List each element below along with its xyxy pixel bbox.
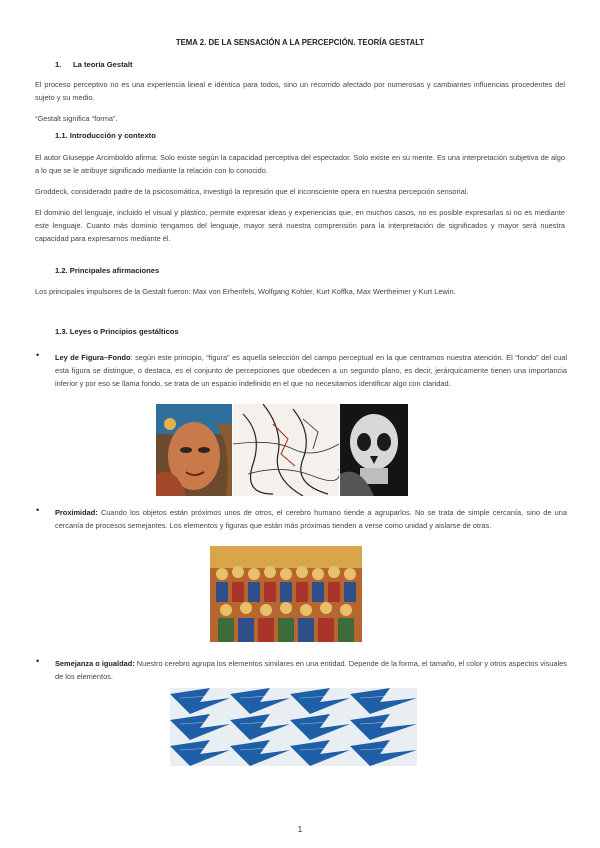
subsection-1-3-heading: 1.3. Leyes o Principios gestálticos <box>55 327 179 336</box>
law-figure-ground-label: Ley de Figura–Fondo <box>55 353 131 362</box>
paragraph-5: El dominio del lenguaje, incluido el visual y plástico, permite expresar ideas y experiencias que, en muchos casos, no es posible expresarlas si no es mediante este lenguaje. Cuanto más dominio tengamos del lenguaje, mayor será nuestra comprensión para la interpretación de significados y mayor será nuestra capacidad para expresarnos mediante él. <box>35 208 565 243</box>
escher-tessellation-image <box>170 688 417 766</box>
line-drawing-faces-image <box>233 404 339 496</box>
document-title: TEMA 2. DE LA SENSACIÓN A LA PERCEPCIÓN. TEORÍA GESTALT <box>175 38 425 47</box>
section-1-heading: La teoría Gestalt <box>73 60 133 69</box>
law-similarity-text: Nuestro cerebro agrupa los elementos similares en una entidad. Depende de la forma, el tamaño, el color y otros aspectos visuales de los elementos. <box>55 659 567 681</box>
law-figure-ground-text: : según este principio, “figura” es aquella selección del campo perceptual en la que centramos nuestra atención. El “fondo” del cual esta figura se distingue, o destaca, es el conjunto de percepciones que obedecen a un segundo plano, es decir, jerárquicamente tienen una importancia inferior y por eso se llama fondo, se trata de un espacio indefinido en el que no necesitamos identificar algo con claridad. <box>55 353 568 388</box>
bullet-marker: • <box>36 350 40 360</box>
law-proximity-label: Proximidad: <box>55 508 98 517</box>
arcimboldo-face-image <box>156 404 232 496</box>
paragraph-4: Groddeck, considerado padre de la psicosomática, investigó la represión que el inconsciente opera en nuestra percepción sensorial. <box>35 187 469 196</box>
section-1-number: 1. <box>55 60 62 69</box>
paragraph-3: El autor Giuseppe Arcimboldo afirma: Solo existe según la capacidad perceptiva del espectador. Solo existe en su mente. Es una interpretación subjetiva de algo a lo que se le atribuye significado mediante la relación con lo conocido. <box>35 153 565 175</box>
law-similarity-label: Semejanza o igualdad: <box>55 659 135 668</box>
paragraph-6: Los principales impulsores de la Gestalt fueron: Max von Erhenfels, Wolfgang Kohler, Kurt Koffka, Max Wertheimer y Kurt Lewin. <box>35 287 456 296</box>
subsection-1-1-heading: 1.1. Introducción y contexto <box>55 131 156 140</box>
law-similarity <box>55 657 567 683</box>
law-proximity-text: Cuando los objetos están próximos unos de otros, el cerebro humano tiende a agruparlos. No se trata de simple cercanía, sino de una cercanía de procesos semejantes. Los elementos y figuras que están más próximas tienden a verse como unidad y aislarse de otras. <box>55 508 567 530</box>
bullet-marker: • <box>36 505 40 515</box>
law-proximity <box>55 506 567 532</box>
page-number: 1 <box>297 825 303 834</box>
law-figure-ground <box>55 351 567 390</box>
skull-illusion-image <box>340 404 408 496</box>
paragraph-2: “Gestalt significa “forma”. <box>35 114 118 123</box>
bullet-marker: • <box>36 656 40 666</box>
crowd-painting-image <box>210 546 362 642</box>
subsection-1-2-heading: 1.2. Principales afirmaciones <box>55 266 160 275</box>
paragraph-1: El proceso perceptivo no es una experiencia lineal e idéntica para todos, sino un recorrido afectado por numerosas y cambiantes influencias procedentes del sujeto y su medio. <box>35 80 565 102</box>
